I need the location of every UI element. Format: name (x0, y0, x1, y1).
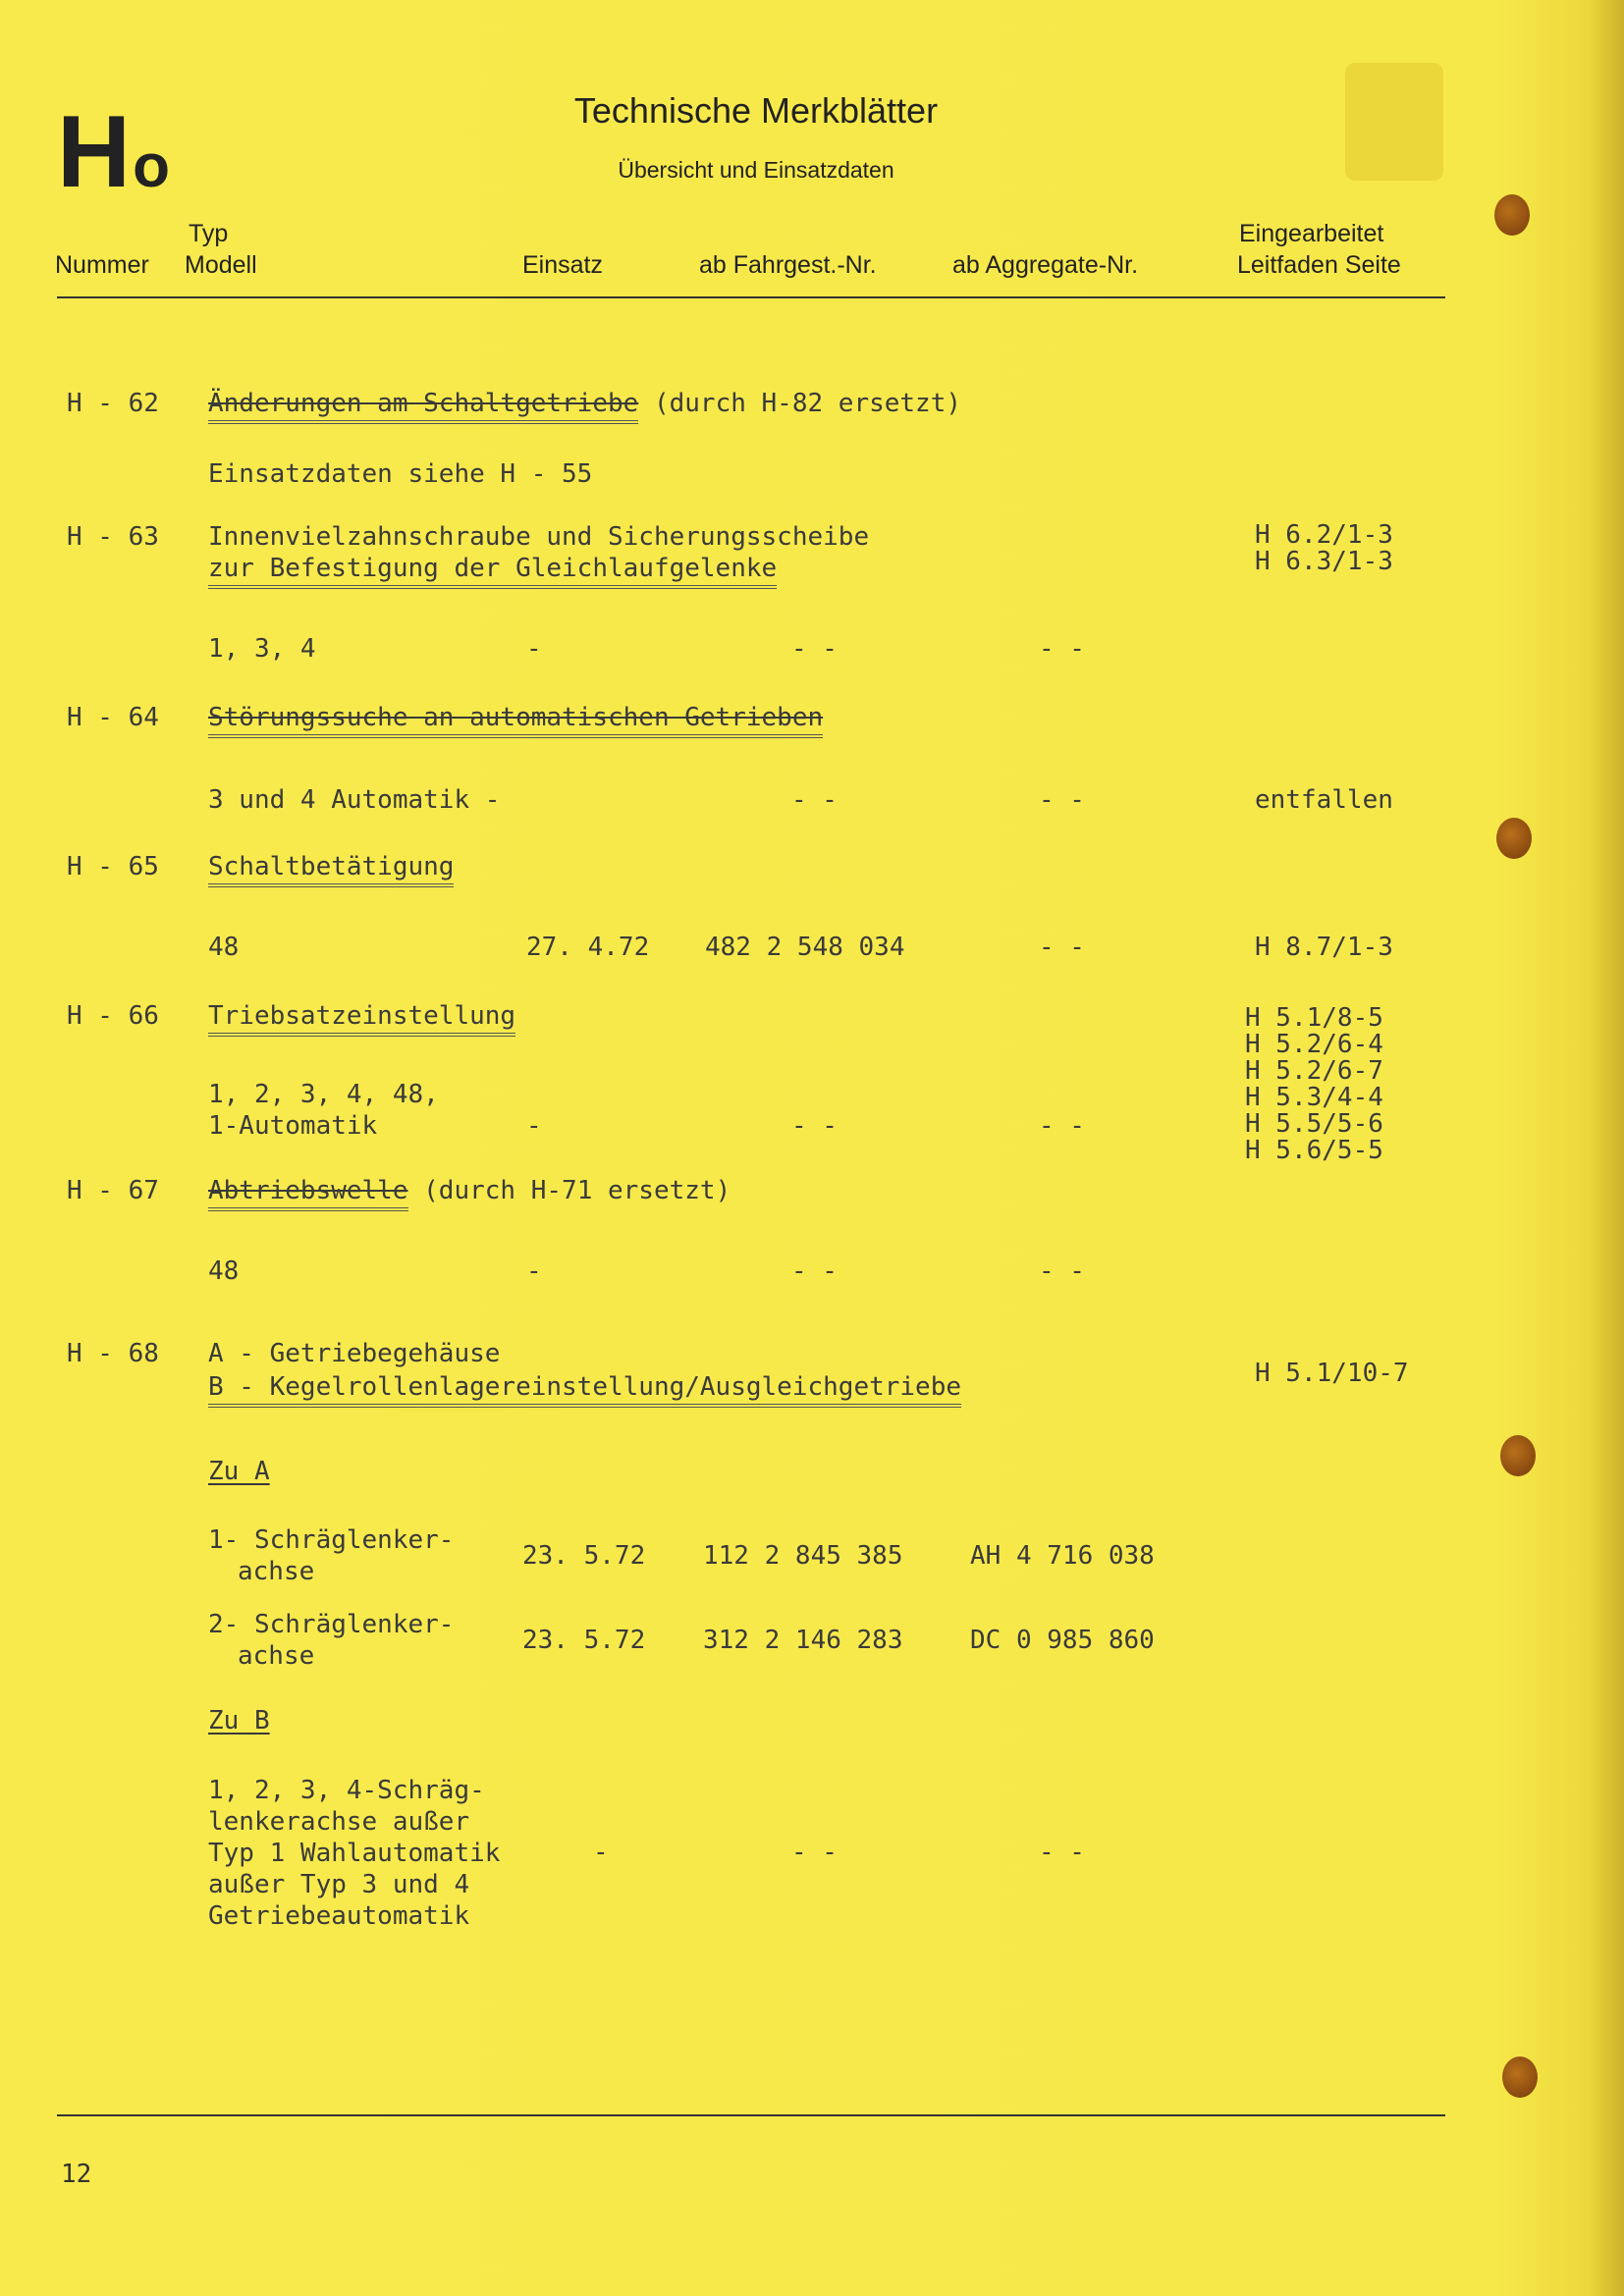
punch-hole (1494, 194, 1530, 236)
footer-rule (57, 2114, 1445, 2116)
entry-aggregate: - - (1039, 933, 1085, 962)
entry-fahrgest: 482 2 548 034 (705, 933, 905, 962)
entry-aggregate: - - (1039, 634, 1085, 664)
entry-fahrgest: - - (791, 1111, 838, 1141)
entry-modell-line1: 1, 2, 3, 4, 48, (208, 1080, 439, 1109)
sub-a2-modell-line1: 2- Schräglenker- (208, 1610, 455, 1639)
section-logo (57, 94, 168, 211)
entry-modell: 48 (208, 933, 240, 962)
entry-einsatz: - (526, 634, 542, 664)
entry-title-struck: Änderungen am Schaltgetriebe (208, 389, 638, 424)
col-fahrgest-header: ab Fahrgest.-Nr. (699, 251, 877, 279)
page-edge-shadow (1589, 0, 1624, 2296)
entry-number: H - 68 (67, 1339, 159, 1368)
header-rule (57, 296, 1445, 298)
entry-number: H - 65 (67, 852, 159, 881)
entry-einsatz: 27. 4.72 (526, 933, 650, 962)
entry-title-line1: Innenvielzahnschraube und Sicherungsscheibe (208, 522, 870, 552)
page-number: 12 (61, 2160, 92, 2189)
entry-modell-line2: 1-Automatik (208, 1111, 378, 1141)
entry-title-underlined: zur Befestigung der Gleichlaufgelenke (208, 554, 777, 589)
leitfaden-ref: H 6.2/1-3 H 6.3/1-3 (1255, 520, 1393, 576)
subsection-a-label: Zu A (208, 1457, 270, 1486)
leitfaden-ref: H 8.7/1-3 (1255, 933, 1393, 962)
entry-einsatz: - (526, 1256, 542, 1286)
entry-fahrgest: - - (791, 785, 838, 815)
entry-modell: 1, 3, 4 (208, 634, 316, 664)
sub-a1-fahrgest: 112 2 845 385 (703, 1541, 903, 1571)
sub-a1-modell-line1: 1- Schräglenker- (208, 1525, 455, 1555)
entry-title (208, 852, 454, 881)
entry-fahrgest: - - (791, 634, 838, 664)
entry-number: H - 63 (67, 522, 159, 552)
entry-einsatz: - (526, 1111, 542, 1141)
col-typ-label: Typ (189, 220, 229, 247)
punch-hole (1500, 1435, 1536, 1476)
leitfaden-ref: H 5.1/10-7 (1255, 1359, 1409, 1388)
entry-number: H - 62 (67, 389, 159, 418)
entry-title-line2 (208, 554, 777, 583)
col-leitfaden-header: Leitfaden Seite (1237, 251, 1401, 279)
entry-aggregate: - - (1039, 1111, 1085, 1141)
entry-aggregate: - - (1039, 1256, 1085, 1286)
page-subtitle: Übersicht und Einsatzdaten (618, 157, 894, 183)
punch-hole (1496, 818, 1532, 859)
entry-number: H - 66 (67, 1001, 159, 1031)
sub-a2-fahrgest: 312 2 146 283 (703, 1626, 903, 1655)
sub-a1-modell-line2: achse (238, 1557, 315, 1586)
sub-a2-aggregate: DC 0 985 860 (970, 1626, 1155, 1655)
entry-title (208, 1001, 515, 1031)
sub-a1-aggregate: AH 4 716 038 (970, 1541, 1155, 1571)
sub-a1-einsatz: 23. 5.72 (522, 1541, 646, 1571)
col-einsatz-header: Einsatz (522, 251, 603, 279)
entry-title-underlined: Schaltbetätigung (208, 852, 454, 887)
leitfaden-refs: H 5.1/8-5 H 5.2/6-4 H 5.2/6-7 H 5.3/4-4 H 5.5/5-6 H 5.6/5-5 (1245, 1003, 1383, 1165)
entry-number: H - 67 (67, 1176, 159, 1205)
entry-title-line1: A - Getriebegehäuse (208, 1339, 501, 1368)
entry-title (208, 703, 823, 732)
entry-detail: Einsatzdaten siehe H - 55 (208, 459, 593, 489)
subsection-b-label: Zu B (208, 1706, 270, 1735)
logo-letter-small: o (133, 133, 168, 200)
sub-b-modell: 1, 2, 3, 4-Schräg- lenkerachse außer Typ 1 Wahlautomatik außer Typ 3 und 4 Getriebeautomatik (208, 1776, 501, 1931)
entry-aggregate: - - (1039, 785, 1085, 815)
punch-hole (1502, 2056, 1538, 2098)
entry-title (208, 389, 961, 418)
entry-number: H - 64 (67, 703, 159, 732)
bleed-through-mark (1345, 63, 1443, 181)
entry-title-underlined: B - Kegelrollenlagereinstellung/Ausgleichgetriebe (208, 1372, 961, 1408)
entry-title-struck: Störungssuche an automatischen Getrieben (208, 703, 823, 738)
sub-a2-einsatz: 23. 5.72 (522, 1626, 646, 1655)
col-aggregate-header: ab Aggregate-Nr. (952, 251, 1139, 279)
entry-fahrgest: - - (791, 1256, 838, 1286)
entry-modell: 48 (208, 1256, 240, 1286)
col-nummer-header: Nummer (55, 251, 149, 279)
sub-b-aggregate: - - (1039, 1838, 1085, 1867)
page-title: Technische Merkblätter (573, 90, 939, 131)
entry-title (208, 1176, 731, 1205)
leitfaden-ref: entfallen (1255, 785, 1393, 815)
col-modell-header: Modell (185, 251, 257, 279)
sub-a2-modell-line2: achse (238, 1641, 315, 1671)
entry-modell: 3 und 4 Automatik - (208, 785, 501, 815)
entry-title-struck: Abtriebswelle (208, 1176, 408, 1211)
entry-title-underlined: Triebsatzeinstellung (208, 1001, 515, 1037)
sub-b-einsatz: - (593, 1838, 609, 1867)
entry-title-line2 (208, 1372, 961, 1402)
col-eingearbeitet-label: Eingearbeitet (1239, 220, 1384, 247)
logo-letter: H (57, 95, 130, 209)
sub-b-fahrgest: - - (791, 1838, 838, 1867)
entry-note: (durch H-82 ersetzt) (653, 389, 962, 418)
entry-note: (durch H-71 ersetzt) (423, 1176, 731, 1205)
